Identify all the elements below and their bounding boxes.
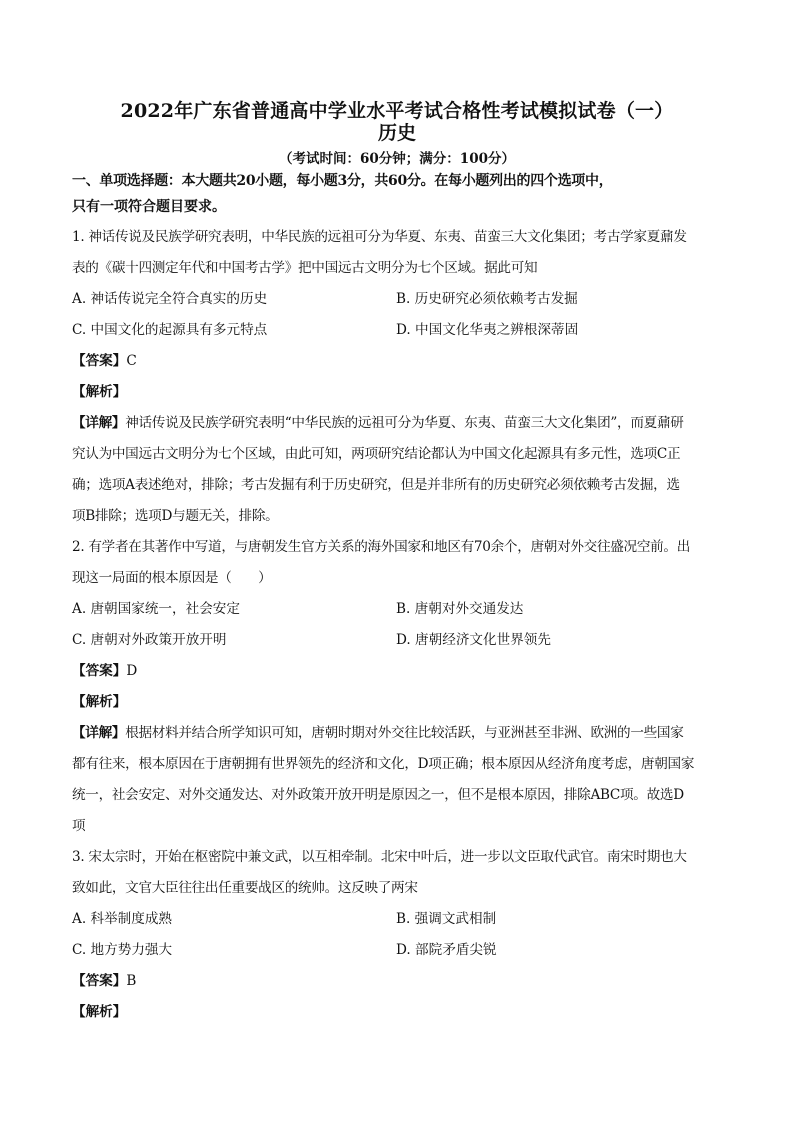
detail-label: 【详解】 (72, 725, 126, 741)
analysis-label: 【解析】 (72, 384, 127, 400)
option-b: B. 强调文武相制 (396, 911, 497, 927)
option-b: B. 历史研究必须依赖考古发掘 (396, 291, 578, 307)
detail-text: 统一，社会安定、对外交通发达、对外政策开放开明是原因之一，但不是根本原因，排除ABC项。故选D (72, 787, 684, 803)
answer-label: 【答案】 (72, 663, 127, 679)
option-c: C. 地方势力强大 (72, 942, 173, 958)
answer-label: 【答案】 (72, 353, 127, 369)
option-d: D. 部院矛盾尖锐 (396, 942, 497, 958)
subject-title: 历史 (377, 122, 416, 144)
answer-label: 【答案】 (72, 973, 127, 989)
detail-line (72, 718, 724, 749)
option-d: D. 中国文化华夷之辨根深蒂固 (396, 322, 579, 338)
detail-label: 【详解】 (72, 415, 126, 431)
option-a: A. 唐朝国家统一，社会安定 (72, 601, 240, 617)
options-row (72, 625, 724, 656)
question-3 (72, 842, 724, 1028)
analysis-line (72, 997, 724, 1028)
option-d: D. 唐朝经济文化世界领先 (396, 632, 551, 648)
analysis-label: 【解析】 (72, 1004, 127, 1020)
question-stem: 致如此，文官大臣往往出任重要战区的统帅。这反映了两宋 (72, 880, 418, 896)
section-heading-continued: 只有一项符合题目要求。 (72, 199, 226, 215)
option-a: A. 科举制度成熟 (72, 911, 173, 927)
answer-line (72, 966, 724, 997)
question-stem: 1. 神话传说及民族学研究表明，中华民族的远祖可分为华夏、东夷、苗蛮三大文化集团；考古学家夏鼐发 (72, 229, 687, 245)
answer-value: C (126, 353, 137, 369)
answer-line (72, 656, 724, 687)
question-stem: 表的《碳十四测定年代和中国考古学》把中国远古文明分为七个区域。据此可知 (72, 260, 538, 276)
options-row (72, 594, 724, 625)
question-content (72, 168, 724, 1028)
question-2 (72, 532, 724, 842)
detail-text: 项 (72, 818, 86, 834)
detail-text: 都有往来，根本原因在于唐朝拥有世界领先的经济和文化，D项正确；根本原因从经济角度考虑，唐朝国家 (72, 756, 695, 772)
options-row (72, 935, 724, 966)
question-1 (72, 222, 724, 532)
answer-line (72, 346, 724, 377)
analysis-label: 【解析】 (72, 694, 127, 710)
analysis-line (72, 687, 724, 718)
question-stem: 3. 宋太宗时，开始在枢密院中兼文武，以互相牵制。北宋中叶后，进一步以文臣取代武官。南宋时期也大 (72, 849, 687, 865)
detail-text: 究认为中国远古文明分为七个区域，由此可知，两项研究结论都认为中国文化起源具有多元性，选项C正 (72, 446, 681, 462)
detail-line (72, 408, 724, 439)
analysis-line (72, 377, 724, 408)
options-row (72, 904, 724, 935)
exam-title: 2022年广东省普通高中学业水平考试合格性考试模拟试卷（一） (120, 100, 674, 122)
question-stem: 现这一局面的根本原因是（ ） (72, 570, 272, 586)
option-a: A. 神话传说完全符合真实的历史 (72, 291, 268, 307)
question-stem: 2. 有学者在其著作中写道，与唐朝发生官方关系的海外国家和地区有70余个，唐朝对外交往盛况空前。出 (72, 539, 691, 555)
section-heading: 一、单项选择题：本大题共20小题，每小题3分，共60分。在每小题列出的四个选项中， (72, 173, 613, 189)
detail-text: 确；选项A表述绝对，排除；考古发掘有利于历史研究，但是并非所有的历史研究必须依赖考古发掘，选 (72, 477, 680, 493)
answer-value: D (126, 663, 138, 679)
option-c: C. 唐朝对外政策开放开明 (72, 632, 227, 648)
options-row (72, 315, 724, 346)
answer-value: B (126, 973, 137, 989)
detail-text: 根据材料并结合所学知识可知，唐朝时期对外交往比较活跃，与亚洲甚至非洲、欧洲的一些国家 (125, 725, 684, 741)
option-c: C. 中国文化的起源具有多元特点 (72, 322, 268, 338)
detail-text: 神话传说及民族学研究表明“中华民族的远祖可分为华夏、东夷、苗蛮三大文化集团”，而夏鼐研 (125, 415, 684, 431)
exam-info: （考试时间：60分钟；满分：100分） (279, 151, 515, 167)
option-b: B. 唐朝对外交通发达 (396, 601, 524, 617)
options-row (72, 284, 724, 315)
detail-text: 项B排除；选项D与题无关，排除。 (72, 508, 279, 524)
